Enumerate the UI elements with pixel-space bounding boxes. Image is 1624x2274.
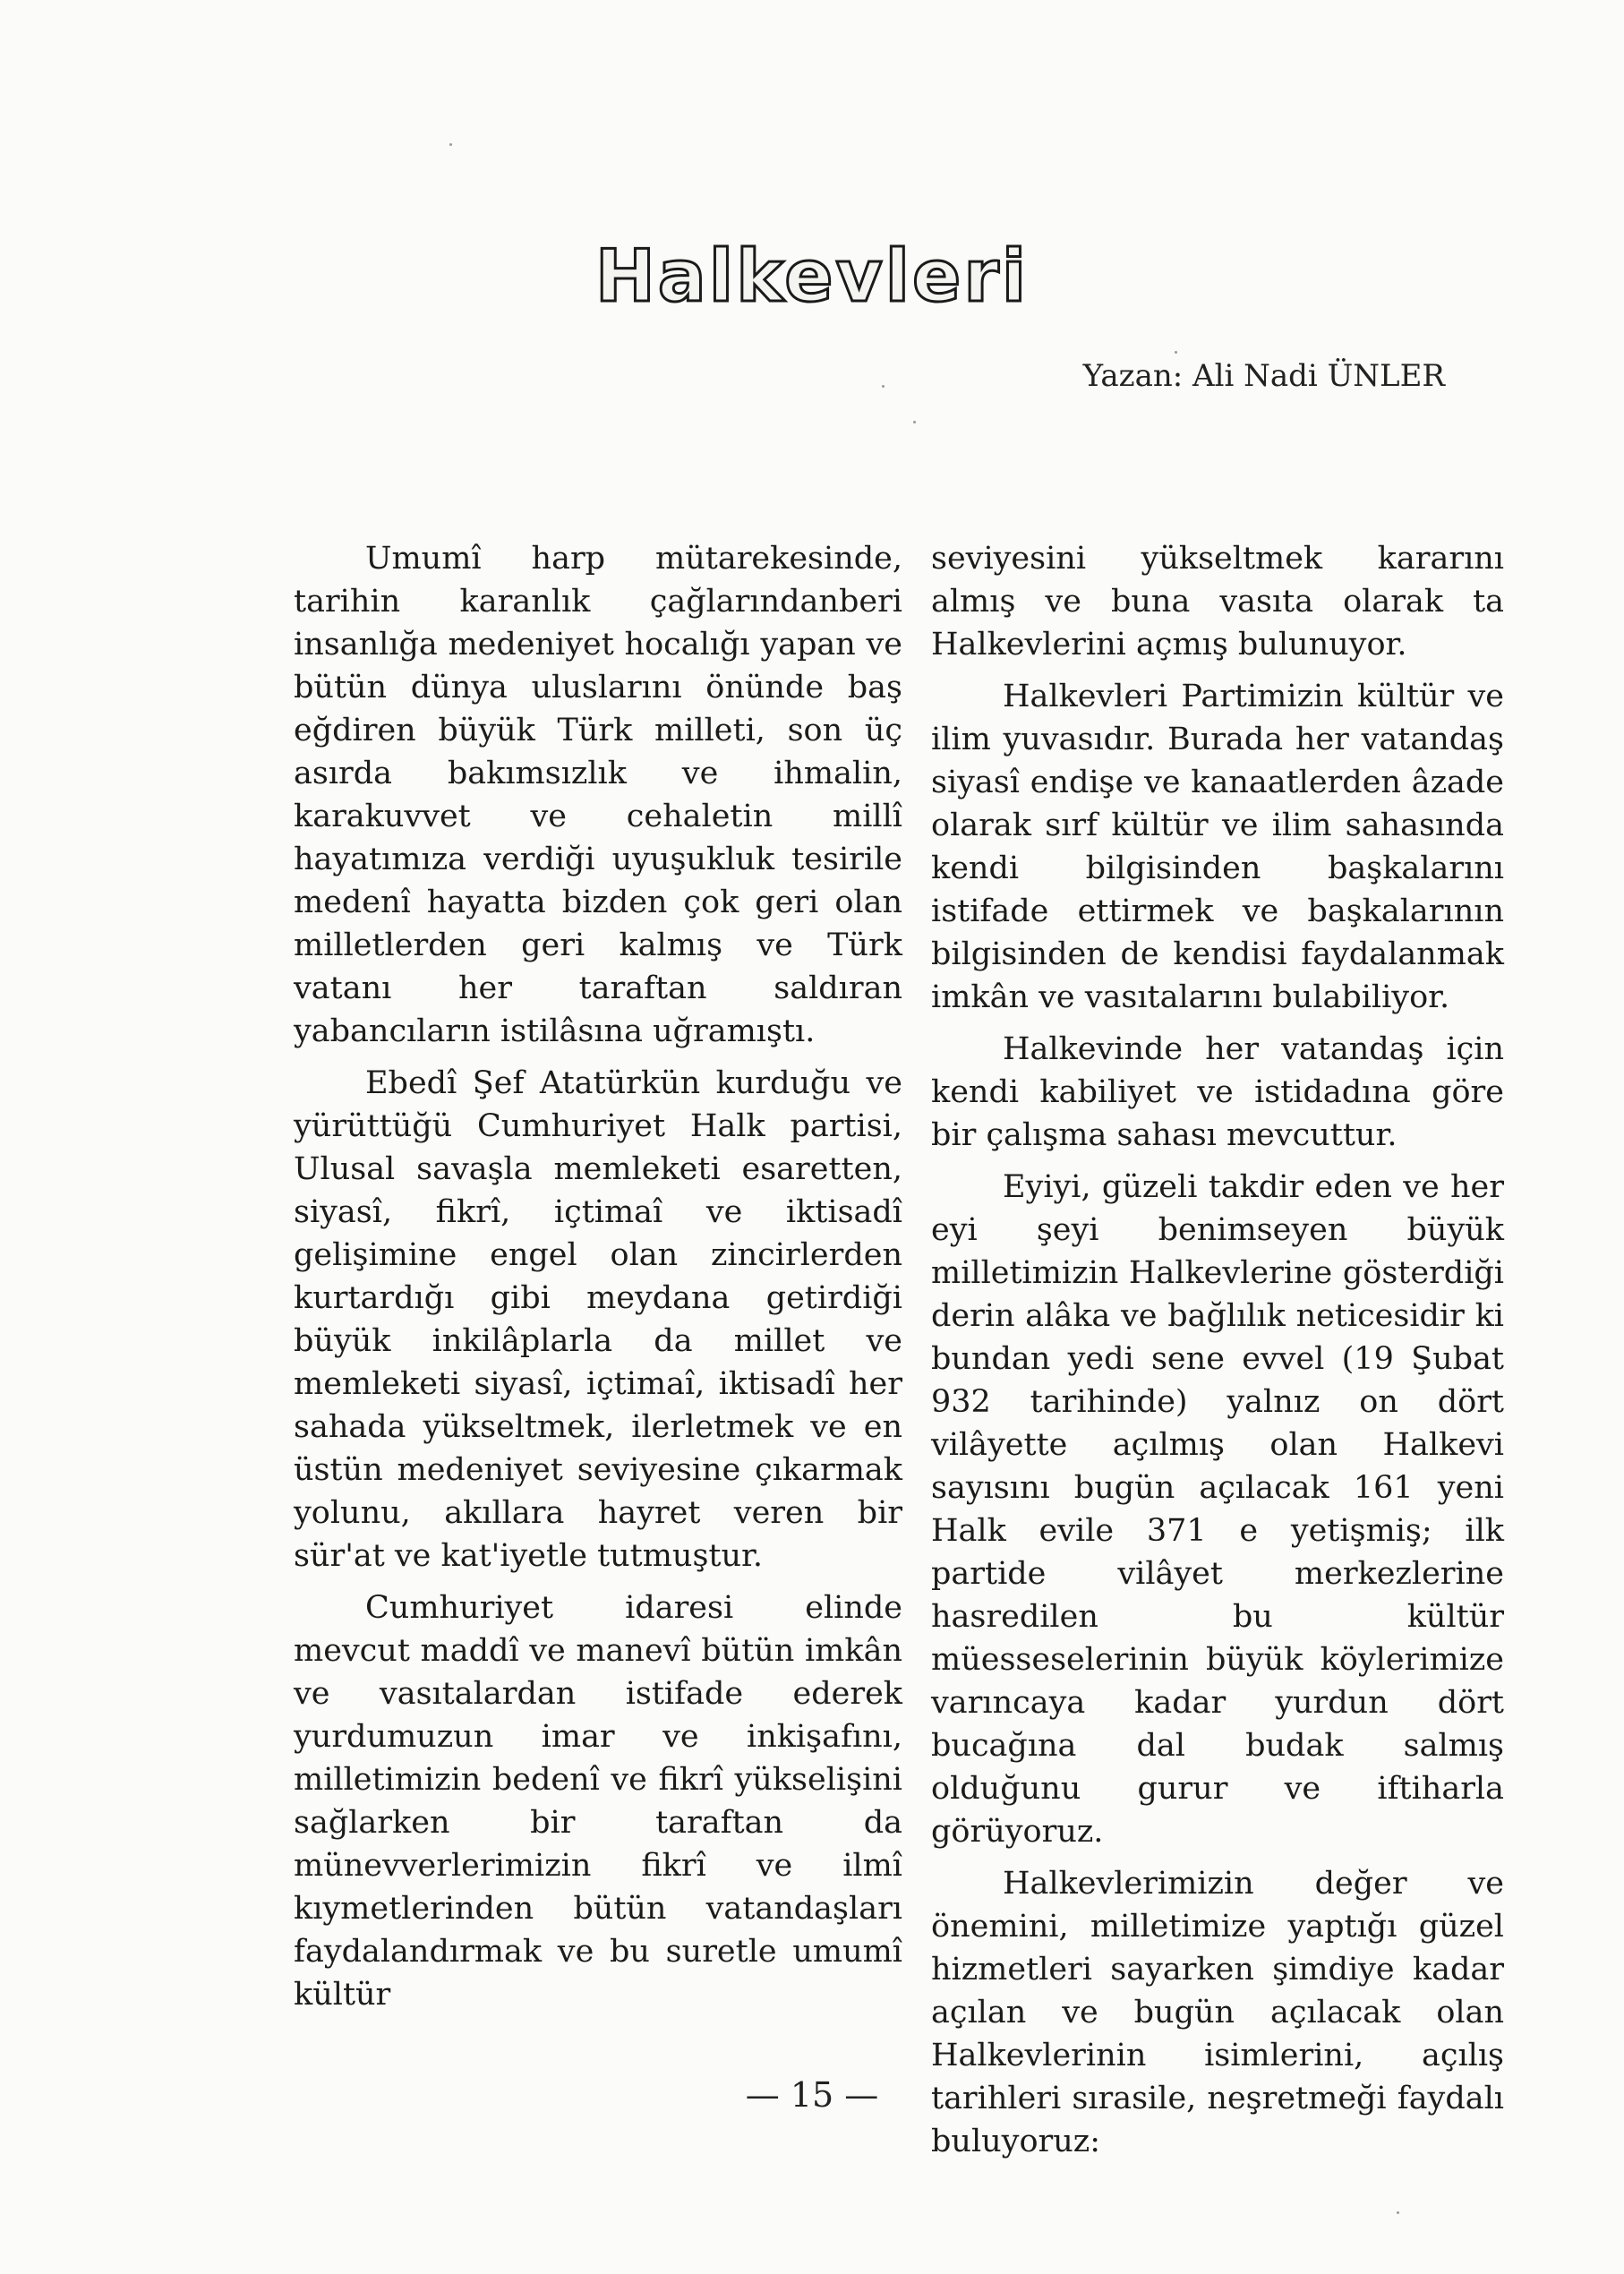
scan-speck (1175, 351, 1177, 354)
paragraph: Halkevlerimizin değer ve önemini, milletimize yaptığı güzel hizmetleri sayarken şimdiye kadar açılan ve bugün açılacak olan Halkevlerinin isimlerini, açılış tarihleri sırasile, neşretmeği faydalı buluyoruz: (931, 1866, 1504, 2159)
author-byline: Yazan: Ali Nadi ÜNLER (1082, 358, 1445, 394)
paragraph: Eyiyi, güzeli takdir eden ve her eyi şeyi benimseyen büyük milletimizin Halkevlerine gösterdiği derin alâka ve bağlılık neticesidir ki bundan yedi sene evvel (19 Şubat 932 tarihinde) yalnız on dört vilâyette açılmış olan Halkevi sayısını bugün açılacak 161 yeni Halk evile 371 e yetişmiş; ilk partide vilâyet merkezlerine hasredilen bu kültür müesseselerinin büyük köylerimize varıncaya kadar yurdun dört bucağına dal budak salmış olduğunu gurur ve iftiharla görüyoruz. (931, 1169, 1504, 1850)
left-column (294, 537, 902, 2016)
paragraph: Halkevinde her vatandaş için kendi kabiliyet ve istidadına göre bir çalışma sahası mevcuttur. (931, 1031, 1504, 1153)
paragraph: Halkevleri Partimizin kültür ve ilim yuvasıdır. Burada her vatandaş siyasî endişe ve kanaatlerden âzade olarak sırf kültür ve ilim sahasında kendi bilgisinden başkalarını istifade ettirmek ve başkalarının bilgisinden de kendisi faydalanmak imkân ve vasıtalarını bulabiliyor. (931, 679, 1504, 1015)
page-number: — 15 — (745, 2075, 879, 2115)
scan-speck (913, 421, 916, 423)
paragraph: seviyesini yükseltmek kararını almış ve buna vasıta olarak ta Halkevlerini açmış bulunuyor. (931, 541, 1504, 663)
scan-speck (1397, 2211, 1399, 2214)
page-title: Halkevleri (594, 235, 1030, 318)
paragraph: Umumî harp mütarekesinde, tarihin karanlık çağlarındanberi insanlığa medeniyet hocalığı yapan ve bütün dünya uluslarını önünde baş eğdiren büyük Türk milleti, son üç asırda bakımsızlık ve ihmalin, karakuvvet ve cehaletin millî hayatımıza verdiği uyuşukluk tesirile medenî hayatta bizden çok geri olan milletlerden geri kalmış ve Türk vatanı her taraftan saldıran yabancıların istilâsına uğramıştı. (294, 541, 902, 1049)
paragraph: Ebedî Şef Atatürkün kurduğu ve yürüttüğü Cumhuriyet Halk partisi, Ulusal savaşla memleketi esaretten, siyasî, fikrî, içtimaî ve iktisadî gelişimine engel olan zincirlerden kurtardığı gibi meydana getirdiği büyük inkilâplarla da millet ve memleketi siyasî, içtimaî, iktisadî her sahada yükseltmek, ilerletmek ve en üstün medeniyet seviyesine çıkarmak yolunu, akıllara hayret veren bir sür'at ve kat'iyetle tutmuştur. (294, 1065, 902, 1574)
scan-speck (882, 385, 885, 388)
right-column (931, 537, 1504, 2163)
scan-speck (449, 143, 452, 146)
paragraph: Cumhuriyet idaresi elinde mevcut maddî ve manevî bütün imkân ve vasıtalardan istifade ederek yurdumuzun imar ve inkişafını, milletimizin bedenî ve fikrî yükselişini sağlarken bir taraftan da münevverlerimizin fikrî ve ilmî kıymetlerinden bütün vatandaşları faydalandırmak ve bu suretle umumî kültür (294, 1590, 902, 2013)
